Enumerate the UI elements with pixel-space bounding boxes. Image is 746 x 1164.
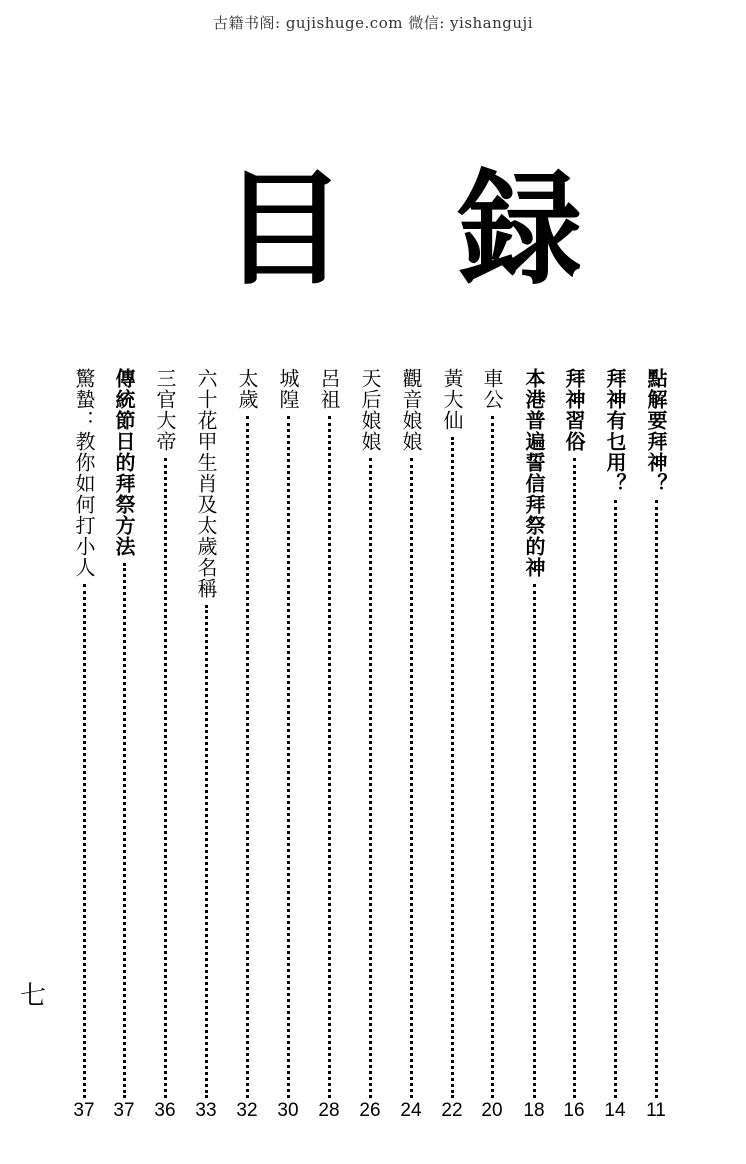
page-number: 37 [113,1100,135,1121]
toc-entry-title: 驚蟄：教你如何打小人 [72,368,96,578]
toc-entry-title: 拜神有乜用？ [603,368,627,494]
toc-entry[interactable] [353,368,387,1098]
toc-entry[interactable] [639,368,673,1098]
toc-entry-title: 點解要拜神？ [644,368,668,494]
dot-leader [451,437,454,1098]
toc-entry[interactable] [107,368,141,1098]
page-number: 30 [277,1100,299,1121]
dot-leader [164,458,167,1098]
dot-leader [369,458,372,1098]
toc-entry[interactable] [598,368,632,1098]
toc-entry[interactable] [435,368,469,1098]
toc-entry-title: 呂祖 [317,368,341,410]
dot-leader [410,458,413,1098]
page-number: 11 [646,1100,666,1121]
toc-entry-title: 黃大仙 [440,368,464,431]
dot-leader [614,500,617,1098]
dot-leader [205,605,208,1098]
toc-entry[interactable] [475,368,509,1098]
toc-entry-title: 本港普遍誓信拜祭的神 [522,368,546,578]
dot-leader [655,500,658,1098]
toc-entry[interactable] [394,368,428,1098]
toc-entry[interactable] [557,368,591,1098]
toc-entry-title: 拜神習俗 [562,368,586,452]
page-number: 14 [604,1100,626,1121]
page-number: 32 [236,1100,258,1121]
toc-entry-title: 車公 [480,368,504,410]
page-number: 28 [318,1100,340,1121]
watermark-text: 古籍书阁: gujishuge.com 微信: yishanguji [213,14,533,32]
folio-number: 七 [20,981,47,1011]
toc-entry[interactable] [67,368,101,1098]
toc-entry-title: 太歲 [235,368,259,410]
page-number: 33 [195,1100,217,1121]
dot-leader [328,416,331,1098]
page-number: 37 [73,1100,95,1121]
dot-leader [533,584,536,1098]
dot-leader [573,458,576,1098]
title-char-left: 目 [222,158,347,302]
page-number: 36 [154,1100,176,1121]
dot-leader [491,416,494,1098]
toc-entry[interactable] [230,368,264,1098]
dot-leader [246,416,249,1098]
page-number: 22 [441,1100,463,1121]
dot-leader [83,584,86,1098]
page-number: 24 [400,1100,422,1121]
toc-entry[interactable] [517,368,551,1098]
toc-entry-title: 三官大帝 [153,368,177,452]
toc-entry-title: 觀音娘娘 [399,368,423,452]
dot-leader [123,563,126,1098]
page-number: 16 [563,1100,585,1121]
toc-entry-title: 天后娘娘 [358,368,382,452]
toc-entry[interactable] [189,368,223,1098]
dot-leader [287,416,290,1098]
page-number: 18 [523,1100,545,1121]
toc-entry-title: 城隍 [276,368,300,410]
toc-entry[interactable] [312,368,346,1098]
page-number: 20 [481,1100,503,1121]
toc-entry[interactable] [271,368,305,1098]
toc-entry[interactable] [148,368,182,1098]
toc-entry-title: 傳統節日的拜祭方法 [112,368,136,557]
toc-entry-title: 六十花甲生肖及太歲名稱 [194,368,218,599]
page-number: 26 [359,1100,381,1121]
title-char-right: 録 [458,158,583,302]
